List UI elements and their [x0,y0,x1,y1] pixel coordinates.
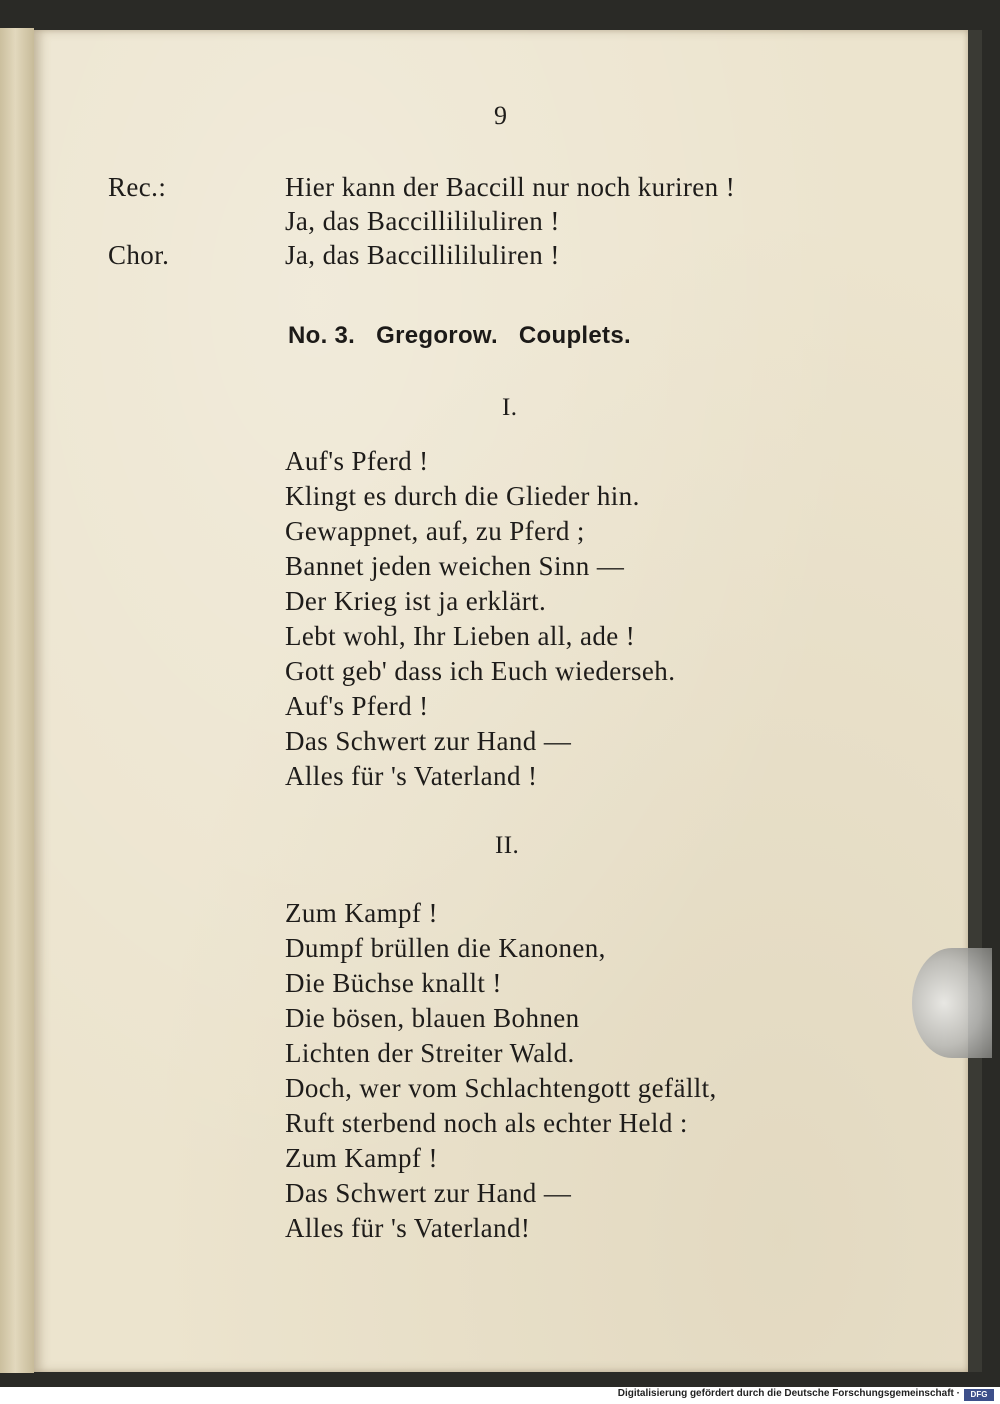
verse-line: Gott geb' dass ich Euch wiederseh. [285,656,676,686]
scanner-clip [912,948,992,1058]
verse-line: Klingt es durch die Glieder hin. [285,481,640,511]
verse-line: Alles für 's Vaterland ! [285,761,538,791]
verse-line: Auf's Pferd ! [285,691,429,721]
heading-type: Couplets. [518,322,631,349]
recitative-line: Ja, das Baccillililuliren ! [285,206,560,236]
page-number: 9 [494,101,508,130]
verse-line: Bannet jeden weichen Sinn — [285,551,625,581]
dfg-logo: DFG [964,1389,994,1401]
verse-line: Dumpf brüllen die Kanonen, [285,933,606,963]
verse-numeral: I. [502,394,518,421]
facing-page-edge [0,28,34,1373]
digitization-footer [0,1387,1000,1404]
chorus-line: Ja, das Baccillililuliren ! [285,240,560,270]
page-edge-shadow [968,30,982,1372]
verse-line: Die bösen, blauen Bohnen [285,1003,580,1033]
verse-line: Zum Kampf ! [285,898,438,928]
verse-line: Doch, wer vom Schlachtengott gefällt, [285,1073,717,1103]
verse-line: Der Krieg ist ja erklärt. [285,586,547,616]
verse-numeral: II. [495,832,520,859]
verse-line: Die Büchse knallt ! [285,968,502,998]
verse-line: Alles für 's Vaterland! [285,1213,531,1243]
verse-line: Das Schwert zur Hand — [285,726,572,756]
verse-line: Lichten der Streiter Wald. [285,1038,575,1068]
heading-character: Gregorow. [376,322,498,349]
verse-line: Ruft sterbend noch als echter Held : [285,1108,688,1138]
speaker-chor: Chor. [108,240,170,270]
recitative-line: Hier kann der Baccill nur noch kuriren ! [285,172,736,202]
funding-credit: Digitalisierung gefördert durch die Deutsche Forschungsgemeinschaft · [617,1388,960,1399]
verse-line: Das Schwert zur Hand — [285,1178,572,1208]
section-heading [288,319,645,353]
speaker-rec: Rec.: [108,172,167,202]
heading-number: No. 3. [288,322,356,349]
verse-line: Gewappnet, auf, zu Pferd ; [285,516,585,546]
verse-line: Auf's Pferd ! [285,446,429,476]
verse-line: Zum Kampf ! [285,1143,438,1173]
verse-line: Lebt wohl, Ihr Lieben all, ade ! [285,621,636,651]
